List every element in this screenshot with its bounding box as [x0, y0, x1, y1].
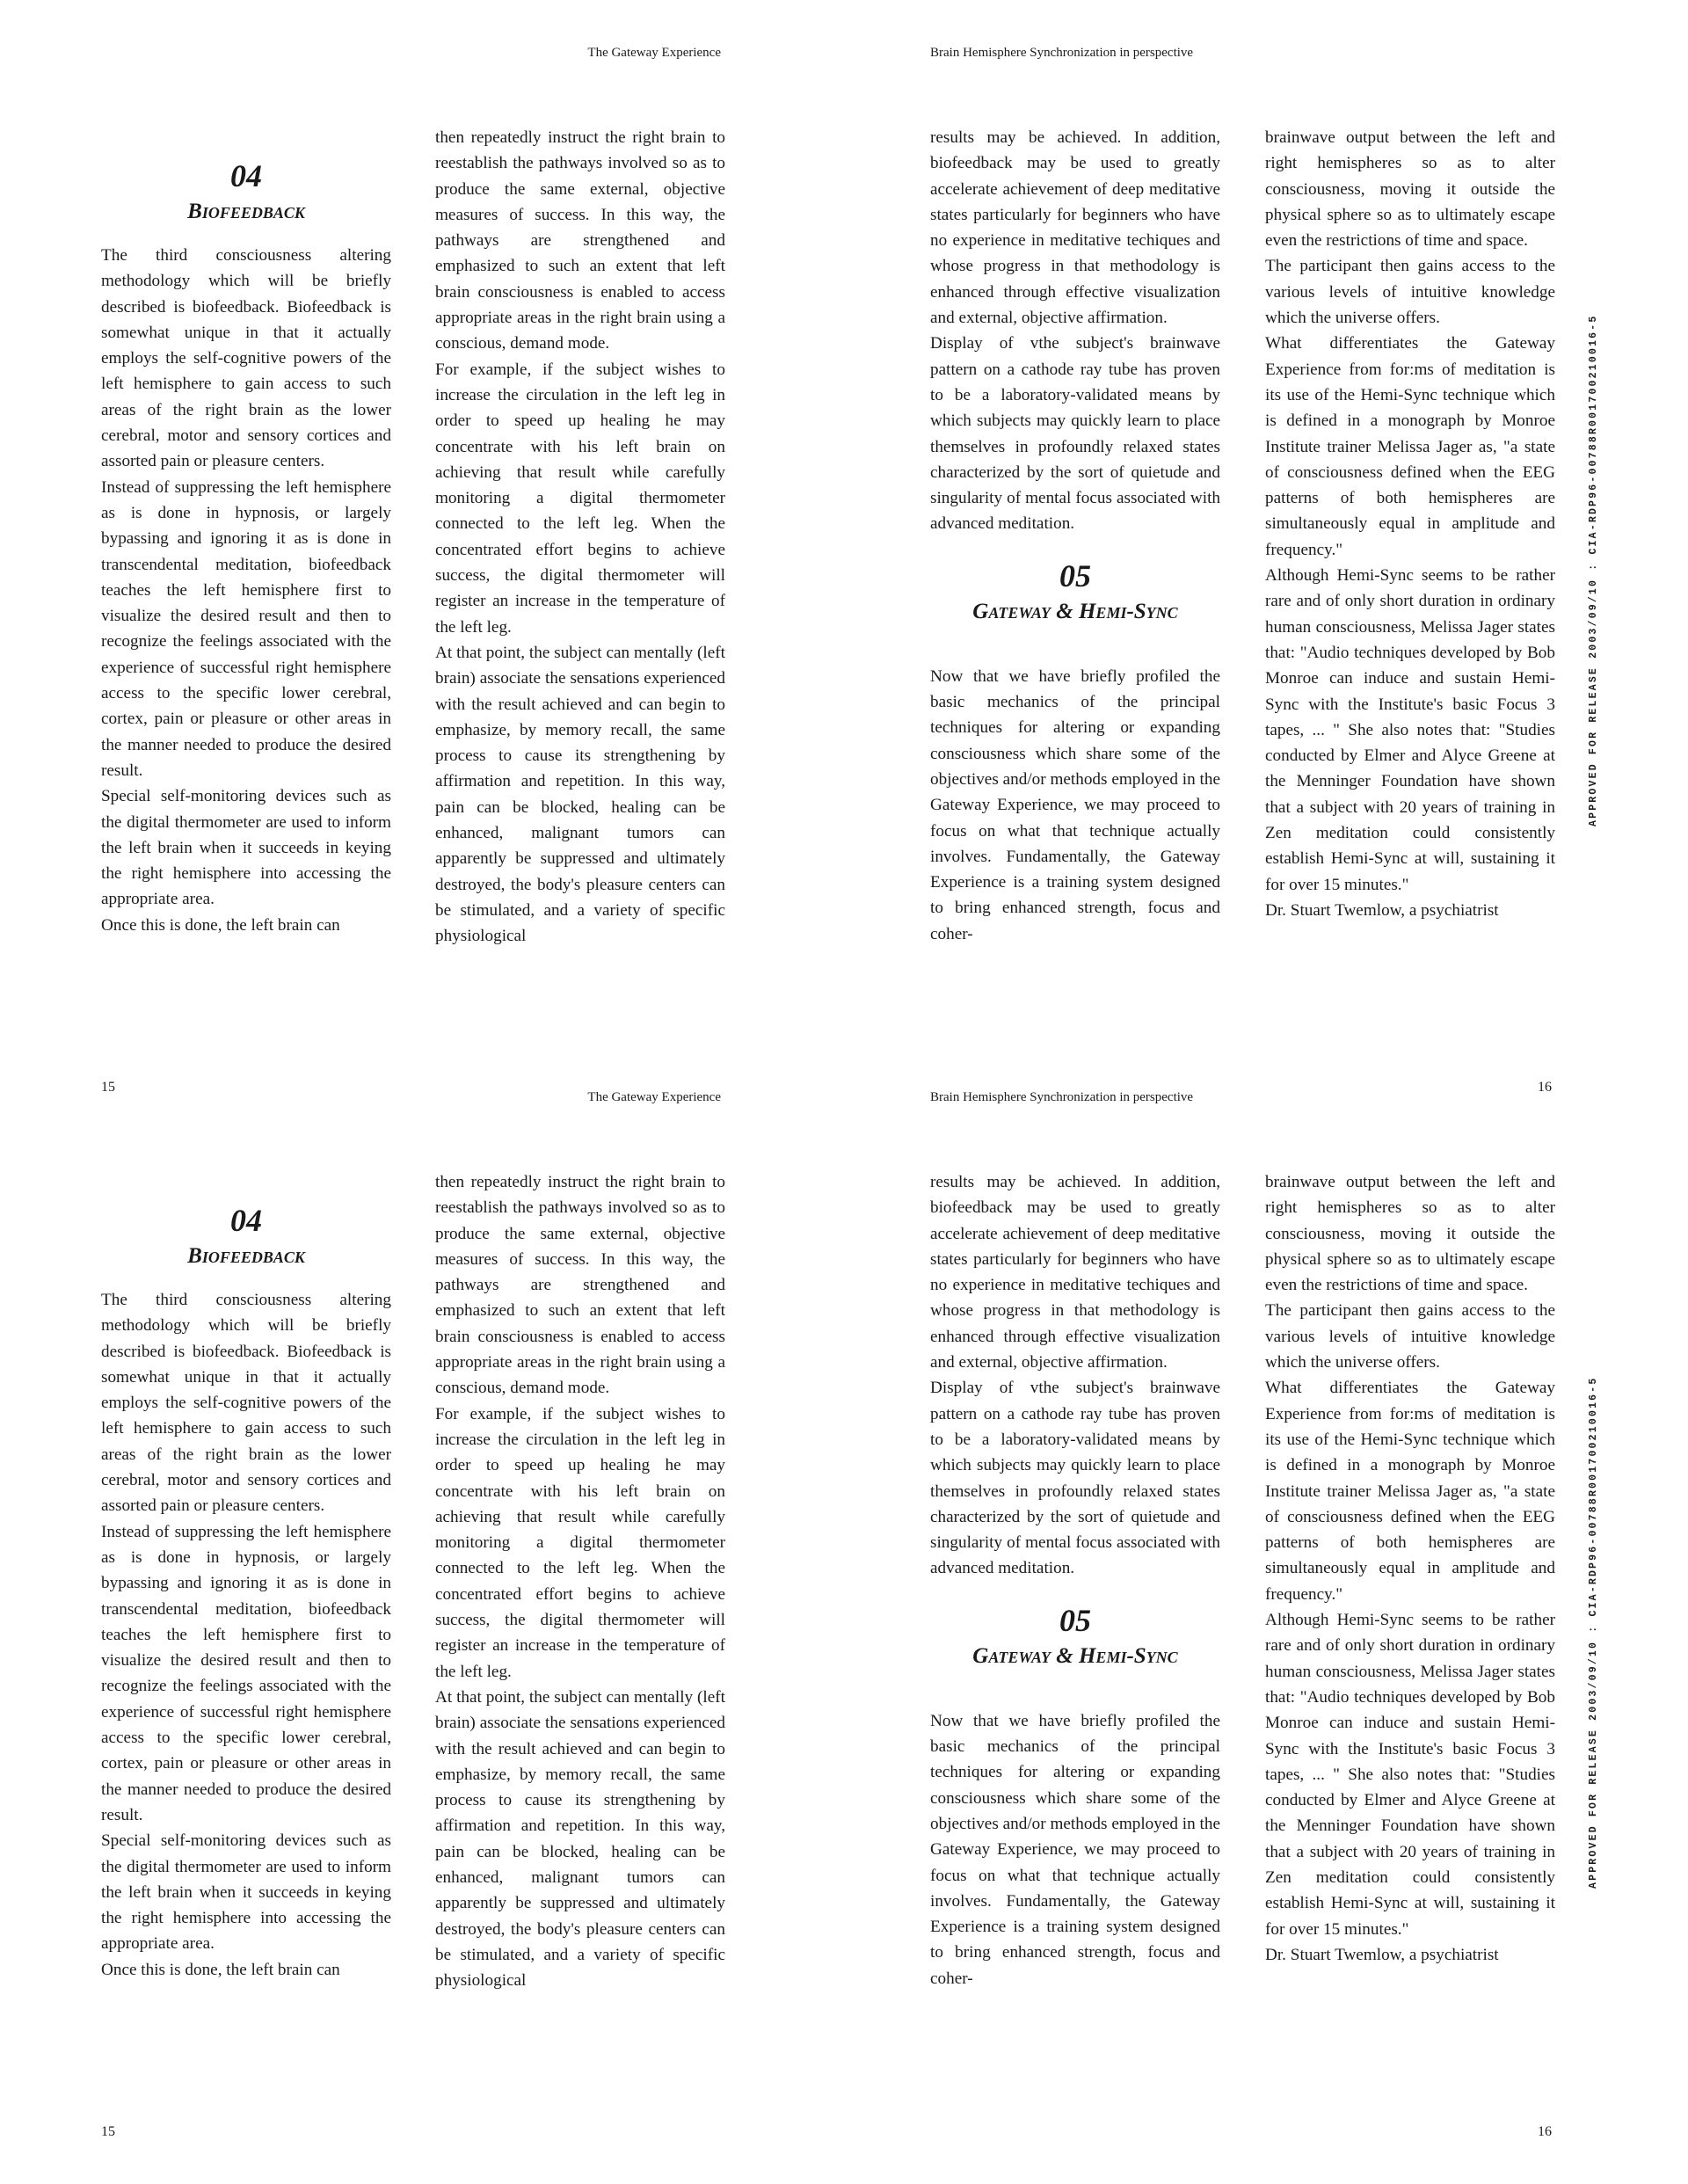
paragraph: At that point, the subject can mentally (left brain) associate the sensations experienced with the result achieved and can begin to emphasize, by memory recall, the same process to cause its strengthening by affirmation and repetition. In this way, pain can be blocked, healing can be enhanced, malignant tumors can apparently be suppressed and ultimately destroyed, the body's pleasure centers can be stimulated, and a variety of specific physiological	[435, 1687, 725, 1991]
release-stamp: APPROVED FOR RELEASE 2003/09/10 : CIA-RDP96-00788R001700210016-5	[1588, 314, 1599, 826]
column-4	[1265, 125, 1555, 923]
paragraph: brainwave output between the left and right hemispheres so as to alter consciousness, moving it outside the physical sphere so as to ultimately escape even the restrictions of time and space.	[1265, 1173, 1555, 1295]
paragraph: Display of vthe subject's brainwave pattern on a cathode ray tube has proven to be a laboratory-validated means by which subjects may quickly learn to place themselves in profoundly relaxed states characterized by the sort of quietude and singularity of mental focus associated with advanced meditation.	[930, 334, 1220, 534]
column-3	[930, 125, 1220, 947]
paragraph: Special self-monitoring devices such as the digital thermometer are used to inform the left brain when it succeeds in keying the right hemisphere into accessing the appropriate area.	[101, 1831, 391, 1954]
paragraph: Special self-monitoring devices such as the digital thermometer are used to inform the left brain when it succeeds in keying the right hemisphere into accessing the appropriate area.	[101, 787, 391, 909]
section-number: 04	[230, 1203, 262, 1238]
paragraph: Once this is done, the left brain can	[101, 915, 340, 935]
paragraph: The participant then gains access to the various levels of intuitive knowledge which the universe offers.	[1265, 257, 1555, 328]
paragraph: results may be achieved. In addition, biofeedback may be used to greatly accelerate achievement of deep meditative states particularly for beginners who have no experience in meditative techiques and whose progress in that methodology is enhanced through effective visualization and external, objective affirmation.	[930, 128, 1220, 328]
paragraph: Dr. Stuart Twemlow, a psychiatrist	[1265, 900, 1499, 920]
running-header-right: Brain Hemisphere Synchronization in perspective	[930, 46, 1194, 60]
paragraph: Now that we have briefly profiled the basic mechanics of the principal techniques for altering or expanding consciousness which share some of the objectives and/or methods employed in the Gateway Experience, we may proceed to focus on what that technique actually involves. Fundamentally, the Gateway Experience is a training system designed to bring enhanced strength, focus and coher-	[930, 666, 1220, 943]
column-3	[930, 1169, 1220, 1991]
section-number: 05	[1059, 1602, 1091, 1638]
paragraph: Display of vthe subject's brainwave pattern on a cathode ray tube has proven to be a laboratory-validated means by which subjects may quickly learn to place themselves in profoundly relaxed states characterized by the sort of quietude and singularity of mental focus associated with advanced meditation.	[930, 1379, 1220, 1578]
paragraph: The third consciousness altering methodology which will be briefly described is biofeedback. Biofeedback is somewhat unique in that it actually employs the self-cognitive powers of the left hemisphere to gain access to such areas of the right brain as the lower cerebral, motor and sensory cortices and assorted pain or pleasure centers.	[101, 1291, 391, 1516]
column-2	[435, 1169, 725, 1994]
paragraph: Once this is done, the left brain can	[101, 1960, 340, 1979]
section-title: Gateway & Hemi-Sync	[972, 599, 1178, 623]
paragraph: What differentiates the Gateway Experience from for:ms of meditation is its use of the Hemi-Sync technique which is defined in a monograph by Monroe Institute trainer Melissa Jager as, "a state of consciousness defined when the EEG patterns of both hemispheres are simultaneously equal in amplitude and frequency."	[1265, 334, 1555, 559]
column-1	[101, 1169, 391, 1983]
paragraph: What differentiates the Gateway Experience from for:ms of meditation is its use of the Hemi-Sync technique which is defined in a monograph by Monroe Institute trainer Melissa Jager as, "a state of consciousness defined when the EEG patterns of both hemispheres are simultaneously equal in amplitude and frequency."	[1265, 1379, 1555, 1604]
running-header-right: Brain Hemisphere Synchronization in perspective	[930, 1090, 1194, 1104]
paragraph: Although Hemi-Sync seems to be rather rare and of only short duration in ordinary human consciousness, Melissa Jager states that: "Audio techniques developed by Bob Monroe can induce and sustain Hemi-Sync with the Institute's basic Focus 3 tapes, ... " She also notes that: "Studies conducted by Elmer and Alyce Greene at the Menninger Foundation have shown that a subject with 20 years of training in Zen meditation could consistently establish Hemi-Sync at will, sustaining it for over 15 minutes."	[1265, 1611, 1555, 1939]
paragraph: then repeatedly instruct the right brain to reestablish the pathways involved so as to produce the same external, objective measures of success. In this way, the pathways are strengthened and emphasized to such an extent that left brain consciousness is enabled to access appropriate areas in the right brain using a conscious, demand mode.	[435, 128, 725, 353]
running-header-left: The Gateway Experience	[587, 46, 721, 60]
column-1	[101, 125, 391, 938]
page-number-right: 16	[1538, 2124, 1552, 2139]
column-4	[1265, 1169, 1555, 1968]
paragraph: brainwave output between the left and right hemispheres so as to alter consciousness, moving it outside the physical sphere so as to ultimately escape even the restrictions of time and space.	[1265, 128, 1555, 251]
paragraph: At that point, the subject can mentally (left brain) associate the sensations experienced with the result achieved and can begin to emphasize, by memory recall, the same process to cause its strengthening by affirmation and repetition. In this way, pain can be blocked, healing can be enhanced, malignant tumors can apparently be suppressed and ultimately destroyed, the body's pleasure centers can be stimulated, and a variety of specific physiological	[435, 643, 725, 946]
paragraph: results may be achieved. In addition, biofeedback may be used to greatly accelerate achievement of deep meditative states particularly for beginners who have no experience in meditative techiques and whose progress in that methodology is enhanced through effective visualization and external, objective affirmation.	[930, 1173, 1220, 1372]
page-spread-bottom	[0, 1045, 1688, 2139]
paragraph: Now that we have briefly profiled the basic mechanics of the principal techniques for altering or expanding consciousness which share some of the objectives and/or methods employed in the Gateway Experience, we may proceed to focus on what that technique actually involves. Fundamentally, the Gateway Experience is a training system designed to bring enhanced strength, focus and coher-	[930, 1711, 1220, 1988]
section-title: Gateway & Hemi-Sync	[972, 1643, 1178, 1668]
running-header-left: The Gateway Experience	[587, 1090, 721, 1104]
paragraph: For example, if the subject wishes to increase the circulation in the left leg in order to speed up healing he may concentrate with his left brain on achieving that result while carefully monitoring a digital thermometer connected to the left leg. When the concentrated effort begins to achieve success, the digital thermometer will register an increase in the temperature of the left leg.	[435, 360, 725, 637]
page-number-left: 15	[101, 1080, 115, 1095]
section-title: Biofeedback	[187, 1244, 305, 1268]
paragraph: For example, if the subject wishes to increase the circulation in the left leg in order to speed up healing he may concentrate with his left brain on achieving that result while carefully monitoring a digital thermometer connected to the left leg. When the concentrated effort begins to achieve success, the digital thermometer will register an increase in the temperature of the left leg.	[435, 1404, 725, 1681]
paragraph: Although Hemi-Sync seems to be rather rare and of only short duration in ordinary human consciousness, Melissa Jager states that: "Audio techniques developed by Bob Monroe can induce and sustain Hemi-Sync with the Institute's basic Focus 3 tapes, ... " She also notes that: "Studies conducted by Elmer and Alyce Greene at the Menninger Foundation have shown that a subject with 20 years of training in Zen meditation could consistently establish Hemi-Sync at will, sustaining it for over 15 minutes."	[1265, 566, 1555, 894]
page-number-left: 15	[101, 2124, 115, 2139]
section-number: 05	[1059, 557, 1091, 593]
paragraph: The third consciousness altering methodology which will be briefly described is biofeedback. Biofeedback is somewhat unique in that it actually employs the self-cognitive powers of the left hemisphere to gain access to such areas of the right brain as the lower cerebral, motor and sensory cortices and assorted pain or pleasure centers.	[101, 246, 391, 471]
paragraph: Instead of suppressing the left hemisphere as is done in hypnosis, or largely bypassing and ignoring it as is done in transcendental meditation, biofeedback teaches the left hemisphere first to visualize the desired result and then to recognize the feelings associated with the experience of successful right hemisphere access to the specific lower cerebral, cortex, pain or pleasure or other areas in the manner needed to produce the desired result.	[101, 1522, 391, 1824]
column-2	[435, 125, 725, 950]
paragraph: then repeatedly instruct the right brain to reestablish the pathways involved so as to produce the same external, objective measures of success. In this way, the pathways are strengthened and emphasized to such an extent that left brain consciousness is enabled to access appropriate areas in the right brain using a conscious, demand mode.	[435, 1173, 725, 1398]
section-number: 04	[230, 158, 262, 193]
section-title: Biofeedback	[187, 200, 305, 223]
paragraph: Instead of suppressing the left hemisphere as is done in hypnosis, or largely bypassing and ignoring it as is done in transcendental meditation, biofeedback teaches the left hemisphere first to visualize the desired result and then to recognize the feelings associated with the experience of successful right hemisphere access to the specific lower cerebral, cortex, pain or pleasure or other areas in the manner needed to produce the desired result.	[101, 477, 391, 780]
paragraph: The participant then gains access to the various levels of intuitive knowledge which the universe offers.	[1265, 1301, 1555, 1372]
page-number-right: 16	[1538, 1080, 1552, 1095]
paragraph: Dr. Stuart Twemlow, a psychiatrist	[1265, 1945, 1499, 1964]
release-stamp: APPROVED FOR RELEASE 2003/09/10 : CIA-RDP96-00788R001700210016-5	[1588, 1376, 1599, 1889]
